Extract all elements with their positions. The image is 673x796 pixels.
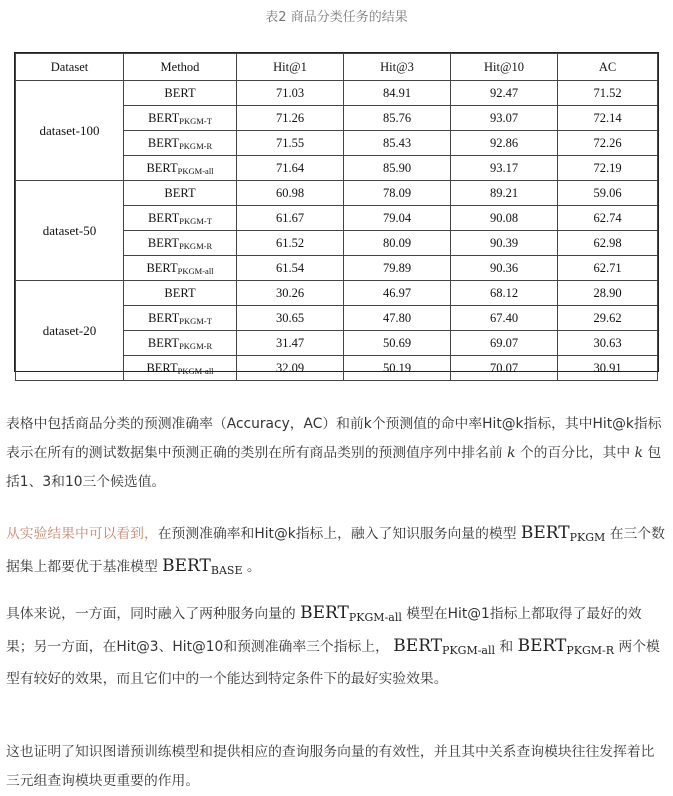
paragraph-text: 具体来说，一方面，同时融入了两种服务向量的 <box>6 606 301 622</box>
header-ac: AC <box>558 54 658 81</box>
paragraph-metrics <box>6 410 668 497</box>
hit1-cell: 71.03 <box>237 81 344 106</box>
hit3-cell: 46.97 <box>344 281 451 306</box>
math-bert-pkgm: $BERT_{PKGM}$ <box>520 523 606 544</box>
method-cell: BERT <box>124 181 237 206</box>
hit1-cell: 60.98 <box>237 181 344 206</box>
math-k: k <box>634 445 643 461</box>
ac-cell: 59.06 <box>558 181 658 206</box>
hit10-cell: 92.86 <box>451 131 558 156</box>
method-cell: $BERT_{PKGM-R}$ <box>124 131 237 156</box>
hit1-cell: 71.26 <box>237 106 344 131</box>
hit3-cell: 79.89 <box>344 256 451 281</box>
paragraph-text: 表格中包括商品分类的预测准确率（Accuracy，AC）和前k个预测值的命中率Hit@k指标，其中Hit@k指标表示在所有的测试数据集中预测正确的类别在所有商品类别的预测值序列中排名前 <box>6 416 662 461</box>
ac-cell: 72.19 <box>558 156 658 181</box>
header-dataset: Dataset <box>16 54 124 81</box>
paragraph-text: 。 <box>242 559 261 575</box>
hit1-cell: 61.67 <box>237 206 344 231</box>
method-cell: $BERT_{PKGM-R}$ <box>124 231 237 256</box>
hit1-cell: 71.64 <box>237 156 344 181</box>
ac-cell: 72.26 <box>558 131 658 156</box>
hit10-cell: 92.47 <box>451 81 558 106</box>
method-cell: $BERT_{PKGM-T}$ <box>124 306 237 331</box>
method-cell: $BERT_{PKGM-all}$ <box>124 256 237 281</box>
table-caption: 表2 商品分类任务的结果 <box>265 10 408 25</box>
header-hit3: Hit@3 <box>344 54 451 81</box>
paragraph-text: 在三个数据集上都要优于基准模型 <box>6 526 665 575</box>
table-row <box>16 181 658 206</box>
hit10-cell: 68.12 <box>451 281 558 306</box>
hit10-cell: 90.08 <box>451 206 558 231</box>
paragraph-results <box>6 519 668 585</box>
method-cell: $BERT_{PKGM-all}$ <box>124 156 237 181</box>
header-method: Method <box>124 54 237 81</box>
hit3-cell: 85.43 <box>344 131 451 156</box>
math-k: k <box>507 445 516 461</box>
method-cell: BERT <box>124 281 237 306</box>
hit3-cell: 50.69 <box>344 331 451 356</box>
method-cell: BERT <box>124 81 237 106</box>
hit3-cell: 78.09 <box>344 181 451 206</box>
ac-cell: 62.74 <box>558 206 658 231</box>
paragraph-text: 这也证明了知识图谱预训练模型和提供相应的查询服务向量的有效性，并且其中关系查询模块往往发挥着比三元组查询模块更重要的作用。 <box>6 744 655 789</box>
hit3-cell: 47.80 <box>344 306 451 331</box>
paragraph-details <box>6 599 668 694</box>
paragraph-text: 包括1、3和10三个候选值。 <box>6 445 662 490</box>
hit10-cell: 67.40 <box>451 306 558 331</box>
ac-cell: 71.52 <box>558 81 658 106</box>
ac-cell: 62.98 <box>558 231 658 256</box>
hit10-cell: 93.17 <box>451 156 558 181</box>
header-hit10: Hit@10 <box>451 54 558 81</box>
hit10-cell: 89.21 <box>451 181 558 206</box>
hit10-cell: 93.07 <box>451 106 558 131</box>
table-header-row <box>16 54 658 81</box>
math-bert-pkgm-all: $BERT_{PKGM-all}$ <box>393 636 496 657</box>
ac-cell: 30.63 <box>558 331 658 356</box>
paragraph-text: 和 <box>495 639 518 655</box>
hit10-cell: 90.39 <box>451 231 558 256</box>
hit1-cell: 71.55 <box>237 131 344 156</box>
hit10-cell: 70.07 <box>451 356 558 381</box>
paragraph-text: 两个模型有较好的效果，而且它们中的一个能达到特定条件下的最好实验效果。 <box>6 639 660 687</box>
header-hit1: Hit@1 <box>237 54 344 81</box>
paragraph-conclusion <box>6 738 668 796</box>
hit3-cell: 79.04 <box>344 206 451 231</box>
table-row <box>16 81 658 106</box>
ac-cell: 72.14 <box>558 106 658 131</box>
results-table <box>15 53 658 381</box>
hit1-cell: 30.65 <box>237 306 344 331</box>
hit1-cell: 32.09 <box>237 356 344 381</box>
method-cell: $BERT_{PKGM-all}$ <box>124 356 237 381</box>
table-row <box>16 281 658 306</box>
paragraph-text: 模型在Hit@1指标上都取得了最好的效果；另一方面，在Hit@3、Hit@10和预测准确率三个指标上， <box>6 606 642 655</box>
hit3-cell: 50.19 <box>344 356 451 381</box>
math-bert-base: $BERT_{BASE}$ <box>162 556 243 577</box>
ac-cell: 29.62 <box>558 306 658 331</box>
math-bert-pkgm-r: $BERT_{PKGM-R}$ <box>517 636 615 657</box>
method-cell: $BERT_{PKGM-T}$ <box>124 206 237 231</box>
hit10-cell: 69.07 <box>451 331 558 356</box>
dataset-cell: dataset-20 <box>16 281 124 381</box>
dataset-cell: dataset-100 <box>16 81 124 181</box>
results-table-frame <box>14 52 659 376</box>
hit3-cell: 80.09 <box>344 231 451 256</box>
ac-cell: 30.91 <box>558 356 658 381</box>
hit1-cell: 61.54 <box>237 256 344 281</box>
method-cell: $BERT_{PKGM-R}$ <box>124 331 237 356</box>
hit3-cell: 85.76 <box>344 106 451 131</box>
method-cell: $BERT_{PKGM-T}$ <box>124 106 237 131</box>
hit10-cell: 90.36 <box>451 256 558 281</box>
paragraph-text: 在预测准确率和Hit@k指标上，融入了知识服务向量的模型 <box>157 526 521 542</box>
paragraph-text: 个的百分比，其中 <box>515 445 635 461</box>
dataset-cell: dataset-50 <box>16 181 124 281</box>
hit1-cell: 61.52 <box>237 231 344 256</box>
hit3-cell: 85.90 <box>344 156 451 181</box>
hit1-cell: 30.26 <box>237 281 344 306</box>
ac-cell: 62.71 <box>558 256 658 281</box>
ac-cell: 28.90 <box>558 281 658 306</box>
hit3-cell: 84.91 <box>344 81 451 106</box>
hit1-cell: 31.47 <box>237 331 344 356</box>
math-bert-pkgm-all: $BERT_{PKGM-all}$ <box>300 603 402 624</box>
highlight-text: 从实验结果中可以看到， <box>6 526 158 542</box>
